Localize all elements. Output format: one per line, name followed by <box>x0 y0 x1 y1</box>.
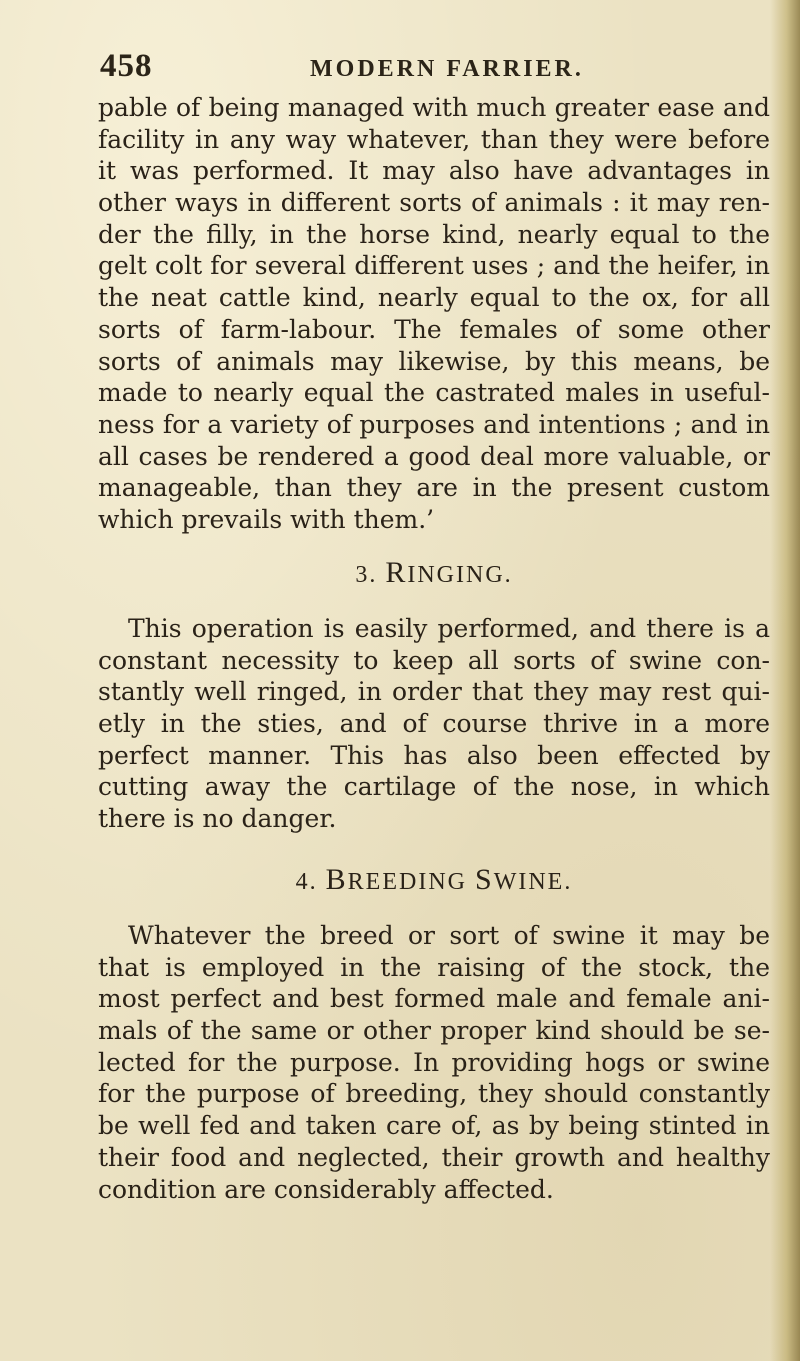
section-4-title-initial-1: B <box>325 863 348 896</box>
page-number: 458 <box>100 48 153 84</box>
section-4-title-rest-1: REEDING <box>347 869 467 895</box>
text-line: gelt colt for several different uses ; and the heifer, in <box>98 251 770 281</box>
text-line: made to nearly equal the castrated males in useful- <box>98 378 770 408</box>
paragraph-section-4 <box>98 920 770 1205</box>
text-line: condition are considerably affected. <box>98 1174 554 1204</box>
section-4-title-initial-2: S <box>475 863 494 896</box>
section-4-heading <box>98 863 770 897</box>
text-line: pable of being managed with much greater ease and <box>98 93 770 122</box>
text-line: etly in the sties, and of course thrive in a more <box>98 709 770 739</box>
text-line: the neat cattle kind, nearly equal to the ox, for all <box>98 283 770 313</box>
text-line: it was performed. It may also have advantages in <box>98 156 770 186</box>
section-4-number: 4. <box>295 869 318 895</box>
paragraph-1 <box>98 92 770 536</box>
text-line: most perfect and best formed male and female ani- <box>98 984 770 1014</box>
running-head <box>100 48 760 88</box>
text-line: lected for the purpose. In providing hogs or swine <box>98 1047 770 1077</box>
text-line: there is no danger. <box>98 804 337 834</box>
section-3-heading <box>98 556 770 590</box>
text-line: manageable, than they are in the present custom <box>98 473 770 503</box>
section-3-title-initial: R <box>385 556 408 589</box>
text-line: which prevails with them.’ <box>98 504 435 534</box>
text-line: sorts of farm-labour. The females of some other <box>98 314 770 344</box>
text-line: cutting away the cartilage of the nose, in which <box>98 772 770 802</box>
text-line: perfect manner. This has also been effected by <box>98 740 770 770</box>
text-line: stantly well ringed, in order that they may rest qui- <box>98 677 770 707</box>
text-line: other ways in different sorts of animals : it may ren- <box>98 188 770 218</box>
section-3-title-rest: INGING. <box>407 562 513 588</box>
text-line: sorts of animals may likewise, by this means, be <box>98 346 770 376</box>
text-line: for the purpose of breeding, they should constantly <box>98 1079 770 1109</box>
text-line: ness for a variety of purposes and intentions ; and in <box>98 409 770 439</box>
section-3-number: 3. <box>355 562 378 588</box>
text-line: mals of the same or other proper kind should be se- <box>98 1016 770 1046</box>
text-line: constant necessity to keep all sorts of swine con- <box>98 645 770 675</box>
text-line: der the filly, in the horse kind, nearly equal to the <box>98 219 770 249</box>
running-title: MODERN FARRIER. <box>310 56 584 82</box>
text-line: all cases be rendered a good deal more valuable, or <box>98 441 770 471</box>
text-line: This operation is easily performed, and there is a <box>128 614 770 643</box>
paragraph-section-3 <box>98 613 770 835</box>
text-line: be well fed and taken care of, as by being stinted in <box>98 1111 770 1141</box>
text-line: facility in any way whatever, than they were before <box>98 124 770 154</box>
section-4-title-rest-2: WINE. <box>493 869 573 895</box>
page-edge-shadow <box>770 0 800 1361</box>
text-line: their food and neglected, their growth and healthy <box>98 1142 770 1172</box>
text-line: Whatever the breed or sort of swine it may be <box>128 921 770 950</box>
text-line: that is employed in the raising of the stock, the <box>98 952 770 982</box>
